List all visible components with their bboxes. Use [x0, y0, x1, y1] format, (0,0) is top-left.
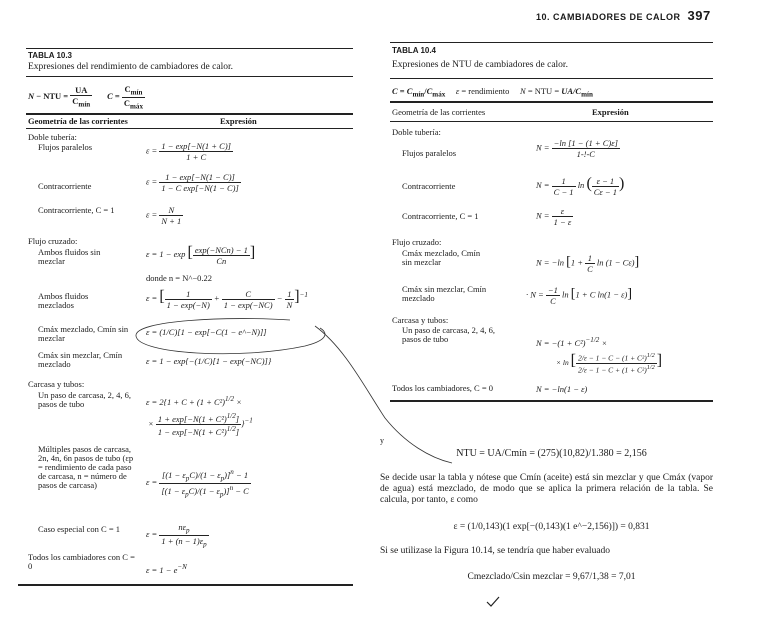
- table-row: Flujos paralelos: [38, 142, 93, 152]
- expr-left-parallel: ε = $\frac{1 - \exp[-N(1 + C)]}{1 + C}$: [146, 141, 231, 162]
- table-row: Carcasa y tubos:: [28, 379, 85, 389]
- table-10-3-defs: N − NTU = $\frac{UA}{C_{mín}}$ C = $\frac{C_{mín}}{C_{máx}}$: [28, 84, 143, 111]
- chapter-title: 10. CAMBIADORES DE CALOR: [536, 12, 681, 22]
- col-geometry-left: Geometría de las corrientes: [28, 116, 128, 126]
- table-row: Contracorriente: [402, 181, 456, 191]
- expr-right-shell-1: $N = -(1 + C^2)^{-1/2}$ ×: [536, 336, 608, 348]
- conjunction-y: y: [380, 436, 384, 445]
- table-row: Ambos fluidos sin mezclar: [38, 247, 101, 266]
- table-row: Todos los cambiadores con C = 0: [28, 552, 135, 571]
- paragraph-1: Se decide usar la tabla y nótese que Cmín (aceite) está sin mezclar y que Cmáx (vapor de agua) está mezclado, de modo que se aplica la primera relación de la tabla. Se calcula, por tanto, ε como: [380, 473, 713, 505]
- expr-right-c0: N = −ln(1 − ε): [536, 384, 588, 394]
- table-row: Todos los cambiadores, C = 0: [392, 383, 493, 393]
- table-row: Doble tubería:: [392, 127, 441, 137]
- page-header: [536, 8, 711, 23]
- table-10-4-label: TABLA 10.4: [392, 46, 437, 55]
- ntu-equation: NTU = UA/Cmín = (275)(10,82)/1.380 = 2,156: [456, 448, 647, 459]
- table-10-3-caption: Expresiones del rendimiento de cambiadores de calor.: [28, 62, 233, 72]
- table-row: Múltiples pasos de carcasa, 2n, 4n, 6n pasos de tubo (εp = rendimiento de cada paso de carcasa, n = número de pasos de carcasa): [38, 444, 134, 490]
- table-row: Cmáx mezclado, Cmín sin mezclar: [402, 248, 481, 267]
- expr-right-counter: N = $\frac{1}{C - 1}$ ln ( $\frac{\varepsilon - 1}{C\varepsilon - 1}$ ): [536, 175, 625, 197]
- expr-left-counter: ε = $\frac{1 - \exp[-N(1 - C)]}{\text{1 − C exp[−N(1 − C)]}}$: [146, 172, 239, 193]
- expr-left-shell-2: × $\frac{1 + \exp[-N(1 + C^2)^{1/2}]}{1 - \exp[-N(1 + C^2)^{1/2}]}$ }$^{-1}$: [148, 412, 253, 437]
- table-row: Cmáx sin mezclar, Cmín mezclado: [402, 284, 487, 303]
- table-row: Un paso de carcasa, 2, 4, 6, pasos de tubo: [38, 390, 131, 409]
- table-row: Caso especial con C = 1: [38, 524, 120, 534]
- table-row: Flujos paralelos: [402, 148, 457, 158]
- table-row: Flujo cruzado:: [28, 236, 78, 246]
- expr-left-unmixed: ε = 1 − exp [ $\frac{\text{exp(−NCn) − 1}}{Cn}$ ]: [146, 244, 256, 266]
- expr-left-cmax-mixed: ε = (1/C)[1 − exp[−C(1 − e^−N)]]: [146, 327, 267, 337]
- table-row: Cmáx sin mezclar, Cmín mezclado: [38, 350, 123, 369]
- expr-right-counter-c1: N = $\frac{\varepsilon}{1 - \varepsilon}$: [536, 206, 572, 227]
- table-row: Contracorriente, C = 1: [38, 205, 115, 215]
- ratio-equation: Cmezclado/Csin mezclar = 9,67/1,38 = 7,01: [467, 572, 636, 582]
- table-10-4-caption: Expresiones de NTU de cambiadores de calor.: [392, 60, 568, 70]
- table-row: Contracorriente, C = 1: [402, 211, 479, 221]
- table-row: Contracorriente: [38, 181, 92, 191]
- table-row: Flujo cruzado:: [392, 237, 442, 247]
- expr-left-shell-1: $\varepsilon = 2\{1 + C + (1 + C^2)^{1/2}$ ×: [146, 395, 242, 407]
- col-geometry-right: Geometría de las corrientes: [392, 107, 486, 117]
- expr-left-c0: $\varepsilon = 1 - e^{-N}$: [146, 563, 187, 575]
- table-10-3-label: TABLA 10.3: [28, 51, 73, 60]
- col-expression-right: Expresión: [592, 107, 629, 117]
- col-expression-left: Expresión: [220, 116, 257, 126]
- expr-right-parallel: N = $\frac{-\ln [1 - (1 + C)\varepsilon]}{1-!-C}$: [536, 138, 618, 159]
- table-row: Doble tubería:: [28, 132, 77, 142]
- table-row: Un paso de carcasa, 2, 4, 6, pasos de tubo: [402, 325, 495, 344]
- expr-left-multipass: ε = $\frac{[(1 - \varepsilon_pC)/(1 - \varepsilon_p)]^n - 1}{[(1 - \varepsilon_pC)/(1 - \varepsilon_p)]^n - C}$: [146, 468, 249, 499]
- expr-left-where: donde n = N^−0.22: [146, 273, 212, 283]
- checkmark-icon: [486, 596, 500, 608]
- paragraph-2: Si se utilizase la Figura 10.14, se tendría que haber evaluado: [380, 546, 611, 556]
- table-row: Cmáx mezclado, Cmín sin mezclar: [38, 324, 129, 343]
- epsilon-equation: ε = (1/0,143)(1 exp[−(0,143)(1 e^−2,156)]) = 0,831: [453, 522, 650, 532]
- expr-left-counter-c1: ε = $\frac{N}{N + 1}$: [146, 205, 182, 226]
- expr-left-special: ε = $\frac{n\varepsilon_p}{1 + (n - 1)\varepsilon_p}$: [146, 522, 207, 549]
- expr-right-shell-2: × ln [ $\frac{2/\varepsilon - 1 - C - (1 + C^2)^{1/2}}{2/\varepsilon - 1 - C + (1 + C^2)^{1/2}}$ ]: [556, 352, 663, 375]
- table-10-4-defs: $C = C_{mín}/C_{máx}$ ε = rendimiento N = NTU = $UA/C_{mín}$: [392, 86, 593, 99]
- expr-right-cmax-mixed: N = −ln [1 + $\frac{1}{C}$ ln (1 − Cε)]: [536, 253, 640, 274]
- table-row: Ambos fluidos mezclados: [38, 291, 89, 310]
- expr-right-cmax-unmixed: · N = $\frac{-1}{C}$ ln [1 + C ln(1 − ε)]: [526, 285, 633, 306]
- expr-left-mixed: ε = [ $\frac{1}{1 - \exp(-N)}$ + $\frac{C}{1 - \exp(-NC)}$ − $\frac{1}{N}$ ]$^{-1}$: [146, 288, 308, 310]
- page-number: 397: [687, 8, 711, 23]
- expr-left-cmax-unmixed: ε = 1 − exp{−(1/C)[1 − exp(−NC)]}: [146, 356, 272, 366]
- table-row: Carcasa y tubos:: [392, 315, 449, 325]
